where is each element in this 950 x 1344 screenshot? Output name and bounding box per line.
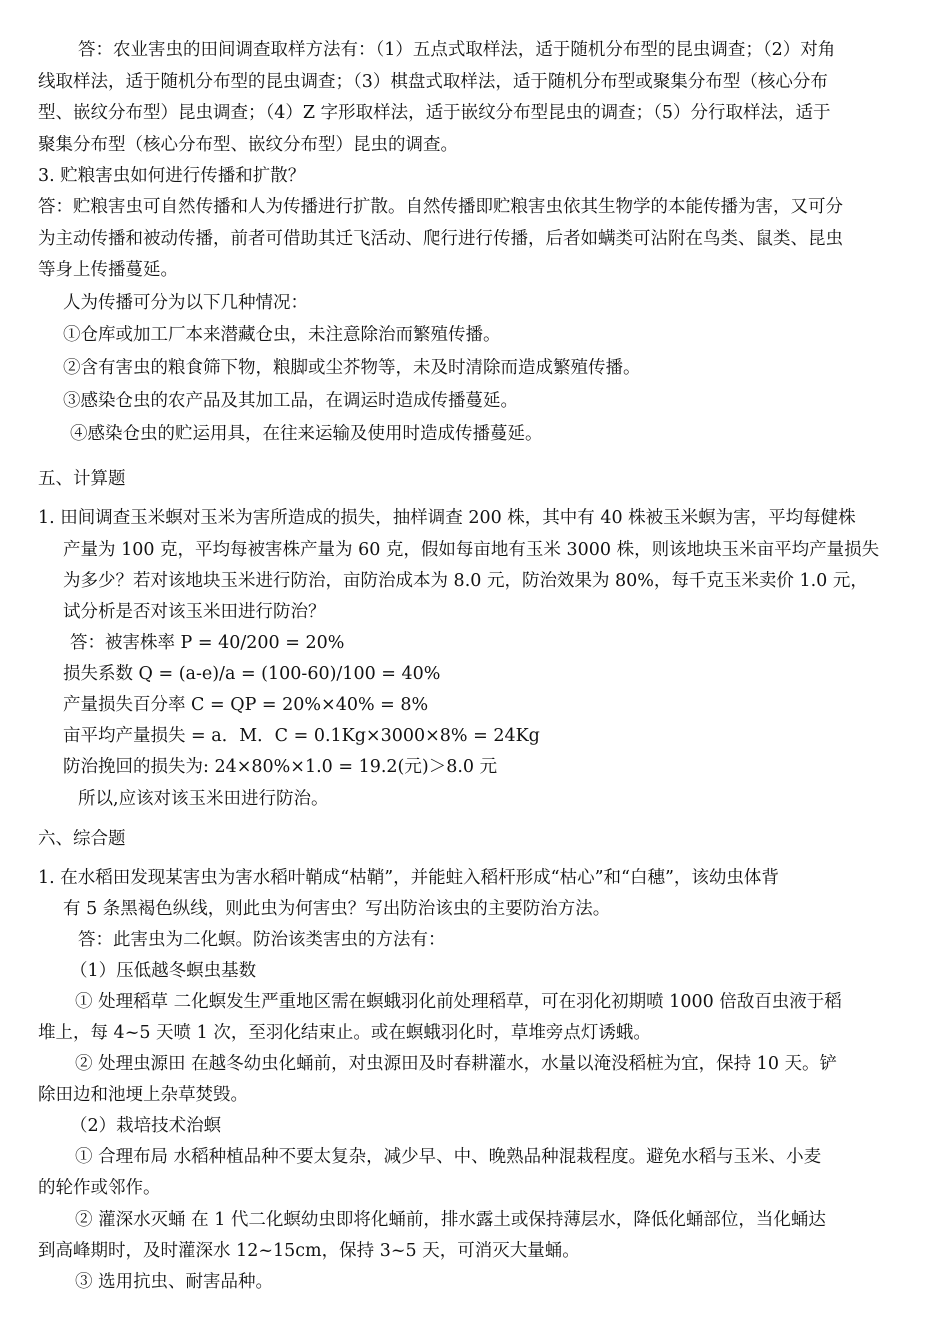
q2-answer-line: 答：农业害虫的田间调查取样方法有：（1）五点式取样法，适于随机分布型的昆虫调查；（2）对角 — [78, 40, 836, 60]
section5-answer-line: 答：被害株率 P = 40/200 = 20% — [70, 633, 345, 653]
section6-part1-item1-line: 堆上，每 4~5 天喷 1 次，至羽化结束止。或在螟蛾羽化时，草堆旁点灯诱蛾。 — [38, 1023, 651, 1043]
section6-answer-intro: 答：此害虫为二化螟。防治该类害虫的方法有： — [78, 930, 446, 950]
section6-part1-title: （1）压低越冬螟虫基数 — [70, 961, 257, 981]
q3-human-intro: 人为传播可分为以下几种情况： — [63, 293, 308, 313]
q3-answer-line: 为主动传播和被动传播，前者可借助其迁飞活动、爬行进行传播，后者如螨类可沾附在鸟类、鼠类、昆虫 — [38, 229, 843, 249]
q3-question: 3. 贮粮害虫如何进行传播和扩散？ — [38, 166, 306, 186]
q2-answer-line: 型、嵌纹分布型）昆虫调查；（4）Z 字形取样法，适于嵌纹分布型昆虫的调查；（5）分行取样法，适于 — [38, 103, 831, 123]
q3-item: ④感染仓虫的贮运用具，在往来运输及使用时造成传播蔓延。 — [70, 424, 543, 444]
section6-question-line: 有 5 条黑褐色纵线，则此虫为何害虫？写出防治该虫的主要防治方法。 — [63, 899, 611, 919]
section5-answer-line: 产量损失百分率 C = QP = 20%×40% = 8% — [63, 695, 429, 715]
section6-title: 六、综合题 — [38, 829, 126, 849]
section5-answer-line: 损失系数 Q = (a-e)/a = (100-60)/100 = 40% — [63, 664, 441, 684]
section6-part2-item2-line: 到高峰期时，及时灌深水 12~15cm，保持 3~5 天，可消灭大量蛹。 — [38, 1241, 580, 1261]
section6-part2-item1-line: 的轮作或邻作。 — [38, 1178, 161, 1198]
section6-part2-item1-line: ① 合理布局 水稻种植品种不要太复杂，减少早、中、晚熟品种混栽程度。避免水稻与玉米、小麦 — [75, 1147, 822, 1167]
q3-item: ①仓库或加工厂本来潜藏仓虫，未注意除治而繁殖传播。 — [63, 325, 501, 345]
q3-item: ②含有害虫的粮食筛下物，粮脚或尘芥物等，未及时清除而造成繁殖传播。 — [63, 358, 641, 378]
q2-answer-line: 线取样法，适于随机分布型的昆虫调查；（3）棋盘式取样法，适于随机分布型或聚集分布型（核心分布 — [38, 72, 828, 92]
section5-answer-line: 防治挽回的损失为: 24×80%×1.0 = 19.2(元)＞8.0 元 — [63, 757, 498, 777]
section6-part2-item2-line: ② 灌深水灭蛹 在 1 代二化螟幼虫即将化蛹前，排水露土或保持薄层水，降低化蛹部位，当化蛹达 — [75, 1210, 826, 1230]
q3-item: ③感染仓虫的农产品及其加工品，在调运时造成传播蔓延。 — [63, 391, 518, 411]
section6-part1-item2-line: ② 处理虫源田 在越冬幼虫化蛹前，对虫源田及时春耕灌水，水量以淹没稻桩为宜，保持 10 天。铲 — [75, 1054, 838, 1074]
section6-question-line: 1. 在水稻田发现某害虫为害水稻叶鞘成“枯鞘”，并能蛀入稻杆形成“枯心”和“白穗”，该幼虫体背 — [38, 868, 779, 888]
section5-question-line: 为多少？若对该地块玉米进行防治，亩防治成本为 8.0 元，防治效果为 80%，每千克玉米卖价 1.0 元， — [63, 571, 868, 591]
section5-question-line: 产量为 100 克，平均每被害株产量为 60 克，假如每亩地有玉米 3000 株，则该地块玉米亩平均产量损失 — [63, 540, 880, 560]
section5-question-line: 1. 田间调查玉米螟对玉米为害所造成的损失，抽样调查 200 株，其中有 40 株被玉米螟为害，平均每健株 — [38, 508, 856, 528]
section5-conclusion: 所以,应该对该玉米田进行防治。 — [78, 789, 329, 809]
section5-title: 五、计算题 — [38, 469, 126, 489]
q3-answer-line: 答：贮粮害虫可自然传播和人为传播进行扩散。自然传播即贮粮害虫依其生物学的本能传播为害，又可分 — [38, 197, 843, 217]
section6-part2-item3: ③ 选用抗虫、耐害品种。 — [75, 1272, 274, 1292]
section6-part2-title: （2）栽培技术治螟 — [70, 1116, 222, 1136]
section6-part1-item2-line: 除田边和池埂上杂草焚毁。 — [38, 1085, 248, 1105]
section6-part1-item1-line: ① 处理稻草 二化螟发生严重地区需在螟蛾羽化前处理稻草，可在羽化初期喷 1000 倍敌百虫液于稻 — [75, 992, 842, 1012]
q2-answer-line: 聚集分布型（核心分布型、嵌纹分布型）昆虫的调查。 — [38, 135, 458, 155]
q3-answer-line: 等身上传播蔓延。 — [38, 260, 178, 280]
section5-question-line: 试分析是否对该玉米田进行防治？ — [63, 602, 326, 622]
section5-answer-line: 亩平均产量损失 = a．M．C = 0.1Kg×3000×8% = 24Kg — [63, 726, 540, 746]
